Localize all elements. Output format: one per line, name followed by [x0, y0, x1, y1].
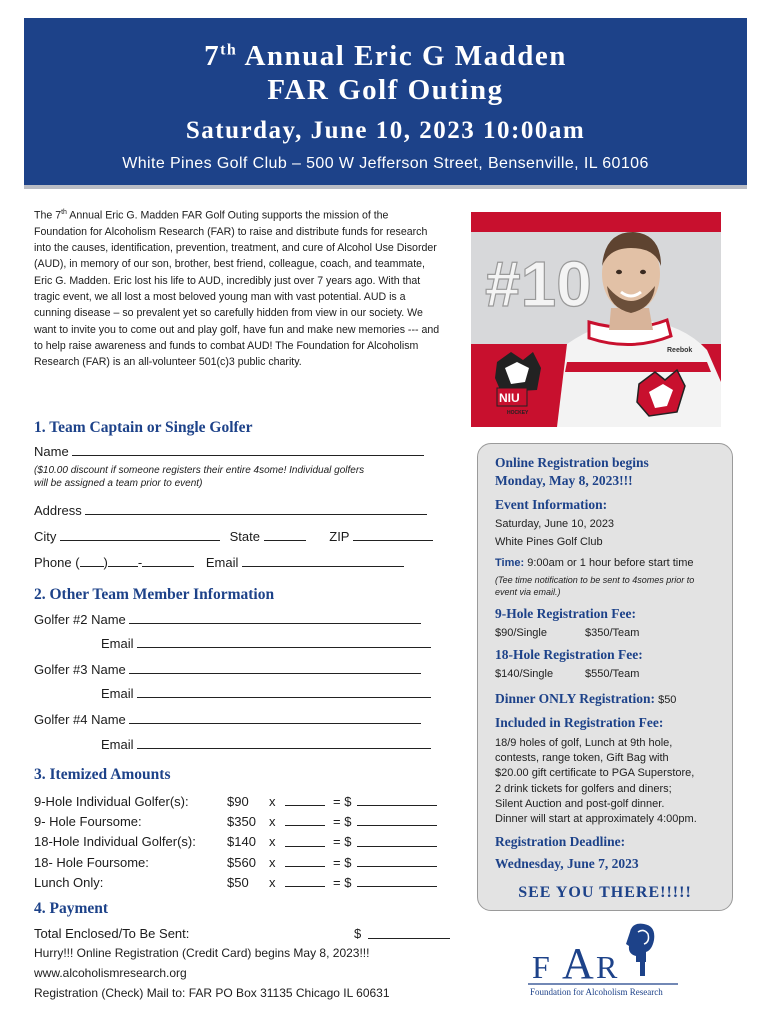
- item-label: 18- Hole Foursome:: [34, 854, 149, 870]
- deadline-date: Wednesday, June 7, 2023: [495, 856, 639, 871]
- city-label: City: [34, 529, 57, 544]
- event-title-line2: FAR Golf Outing: [267, 74, 504, 106]
- far-logo-letter-a: A: [562, 939, 594, 988]
- item-price: $560: [227, 854, 256, 870]
- time-value: 9:00am or 1 hour before start time: [524, 557, 694, 569]
- item-row: [34, 791, 437, 811]
- item-total-field[interactable]: [357, 854, 437, 867]
- item-equals: = $: [333, 874, 352, 890]
- online-registration-notice: [495, 454, 649, 490]
- city-state-zip-row: [34, 528, 433, 544]
- item-label: 18-Hole Individual Golfer(s):: [34, 834, 196, 850]
- item-row: [34, 852, 437, 872]
- golfer4-email-label: Email: [101, 737, 134, 752]
- player-photo: [471, 212, 721, 427]
- total-enclosed-field[interactable]: [368, 926, 450, 939]
- captain-email-label: Email: [205, 555, 239, 570]
- included-line: contests, range token, Gift Bag with: [495, 752, 669, 765]
- jersey-number-text: #10: [485, 248, 592, 320]
- total-enclosed-row: [34, 926, 450, 941]
- see-you-there: SEE YOU THERE!!!!!: [518, 884, 692, 901]
- section4-heading: 4. Payment: [34, 900, 109, 917]
- item-qty-field[interactable]: [285, 874, 325, 887]
- phone-area-field[interactable]: [80, 554, 104, 567]
- dinner-price: $50: [655, 694, 677, 706]
- golfer3-email-label: Email: [101, 686, 134, 701]
- golfer4-name-row: [34, 711, 421, 727]
- item-equals: = $: [333, 834, 352, 850]
- far-logo-letter-f: F: [532, 949, 550, 985]
- phone-dash: -: [137, 555, 143, 570]
- website-link[interactable]: www.alcoholismresearch.org: [34, 966, 187, 980]
- item-total-field[interactable]: [357, 793, 437, 806]
- captain-name-label: Name: [34, 444, 69, 459]
- item-row: [34, 832, 437, 852]
- event-date: Saturday, June 10, 2023: [495, 518, 615, 530]
- item-row: [34, 872, 437, 892]
- event-info-box: [477, 443, 733, 911]
- tee-note-line2: event via email.): [495, 587, 561, 597]
- itemized-amounts-table: [34, 791, 437, 892]
- tee-time-note: [495, 574, 694, 598]
- golfer2-email-row: [101, 635, 431, 651]
- niu-logo-text: NIU: [499, 391, 520, 405]
- item-equals: = $: [333, 813, 352, 829]
- far-logo: [526, 922, 682, 1000]
- phone-email-row: [34, 554, 404, 570]
- included-list: [495, 736, 697, 827]
- discount-note-line1: ($10.00 discount if someone registers their entire 4some! Individual golfers: [34, 465, 365, 476]
- far-logo-tagline: Foundation for Alcoholism Research: [530, 987, 663, 997]
- golfer2-name-row: [34, 611, 421, 627]
- niu-logo-subtext: HOCKEY: [507, 410, 529, 416]
- captain-email-field[interactable]: [242, 554, 404, 567]
- section3-heading: 3. Itemized Amounts: [34, 766, 171, 783]
- fee18-single: $140/Single: [495, 668, 554, 680]
- item-equals: = $: [333, 854, 352, 870]
- golfer4-name-label: Golfer #4 Name: [34, 712, 126, 727]
- fee9-heading: 9-Hole Registration Fee:: [495, 606, 636, 621]
- included-line: Dinner will start at approximately 4:00pm.: [495, 813, 697, 826]
- item-price: $350: [227, 813, 256, 829]
- item-times: x: [269, 793, 276, 809]
- item-times: x: [269, 854, 276, 870]
- item-qty-field[interactable]: [285, 854, 325, 867]
- golfer4-name-field[interactable]: [129, 711, 421, 724]
- golfer3-email-row: [101, 685, 431, 701]
- mail-address: Registration (Check) Mail to: FAR PO Box 31135 Chicago IL 60631: [34, 986, 390, 1000]
- golfer4-email-row: [101, 736, 431, 752]
- golfer2-name-field[interactable]: [129, 611, 421, 624]
- discount-note: [34, 464, 364, 490]
- state-field[interactable]: [264, 528, 306, 541]
- golfer3-email-field[interactable]: [137, 685, 431, 698]
- total-dollar-sign: $: [354, 926, 362, 941]
- phone-line-field[interactable]: [142, 554, 194, 567]
- hurry-note: Hurry!!! Online Registration (Credit Card) begins May 8, 2023!!!: [34, 946, 370, 960]
- dinner-only: [495, 690, 676, 709]
- included-line: 2 drink tickets for golfers and diners;: [495, 782, 672, 795]
- captain-name-field[interactable]: [72, 443, 424, 456]
- item-label: 9- Hole Foursome:: [34, 813, 142, 829]
- item-qty-field[interactable]: [285, 793, 325, 806]
- online-line1: Online Registration begins: [495, 455, 649, 470]
- tee-note-line1: (Tee time notification to be sent to 4somes prior to: [495, 575, 695, 585]
- event-time: [495, 556, 694, 572]
- item-total-field[interactable]: [357, 874, 437, 887]
- golfer4-email-field[interactable]: [137, 736, 431, 749]
- item-times: x: [269, 813, 276, 829]
- included-line: $20.00 gift certificate to PGA Superstore,: [495, 767, 695, 780]
- section2-heading: 2. Other Team Member Information: [34, 586, 275, 603]
- fee9-team: $350/Team: [585, 627, 640, 639]
- golfer3-name-field[interactable]: [129, 661, 421, 674]
- item-price: $50: [227, 874, 249, 890]
- item-label: 9-Hole Individual Golfer(s):: [34, 793, 189, 809]
- item-times: x: [269, 874, 276, 890]
- far-logo-letter-r: R: [596, 949, 618, 985]
- item-row: [34, 811, 437, 831]
- section1-heading: 1. Team Captain or Single Golfer: [34, 419, 253, 436]
- address-field[interactable]: [85, 502, 427, 515]
- zip-field[interactable]: [353, 528, 433, 541]
- fee9-single: $90/Single: [495, 627, 547, 639]
- golfer2-name-label: Golfer #2 Name: [34, 612, 126, 627]
- item-price: $140: [227, 834, 256, 850]
- city-field[interactable]: [60, 528, 220, 541]
- item-price: $90: [227, 793, 249, 809]
- fee18-heading: 18-Hole Registration Fee:: [495, 647, 643, 662]
- fee18-team: $550/Team: [585, 668, 640, 680]
- state-label: State: [229, 529, 260, 544]
- golfer3-name-label: Golfer #3 Name: [34, 662, 126, 677]
- total-enclosed-label: Total Enclosed/To Be Sent:: [34, 926, 190, 941]
- address-row: [34, 502, 427, 518]
- jersey-brand-text: Reebok: [667, 347, 693, 354]
- included-line: Silent Auction and post-golf dinner.: [495, 797, 665, 810]
- item-qty-field[interactable]: [285, 834, 325, 847]
- head-silhouette-icon: [626, 924, 654, 976]
- deadline-heading: Registration Deadline:: [495, 834, 626, 849]
- time-label: Time:: [495, 557, 525, 569]
- event-title-line1: 7th Annual Eric G Madden: [204, 40, 567, 72]
- item-qty-field[interactable]: [285, 813, 325, 826]
- online-line2: Monday, May 8, 2023!!!: [495, 473, 633, 488]
- event-venue-line: White Pines Golf Club – 500 W Jefferson Street, Bensenville, IL 60106: [122, 155, 649, 172]
- phone-label: Phone (: [34, 555, 80, 570]
- golfer3-name-row: [34, 661, 421, 677]
- intro-paragraph: The 7th Annual Eric G. Madden FAR Golf Outing supports the mission of the Foundation for Alcoholism Research (FAR) to raise and distribute funds for research into the causes, identification, prevention, treatment, and cure of Alcohol Use Disorder (AUD), in memory of our son, brother, best friend, colleague, coach, and teammate, Eric G. Madden. Eric lost his life to AUD, incredibly just over 7 years ago. With that tragic event, we all lost a most beloved young man with vast potential. AUD is a cunning disease – so prevalent yet so carefully hidden from view in our society. We want to invite you to come out and play golf, have fun and make new memories --- and to help raise awareness and funds to combat AUD! The Foundation for Alcoholism Research (FAR) is an all-volunteer 501(c)3 public charity.: [34, 209, 440, 369]
- header-banner: [24, 18, 747, 189]
- included-line: 18/9 holes of golf, Lunch at 9th hole,: [495, 737, 673, 749]
- phone-prefix-field[interactable]: [108, 554, 138, 567]
- address-label: Address: [34, 503, 82, 518]
- event-info-heading: Event Information:: [495, 497, 608, 512]
- item-total-field[interactable]: [357, 813, 437, 826]
- included-heading: Included in Registration Fee:: [495, 715, 664, 730]
- event-date-line: Saturday, June 10, 2023 10:00am: [185, 117, 586, 144]
- golfer2-email-label: Email: [101, 636, 134, 651]
- golfer2-email-field[interactable]: [137, 635, 431, 648]
- event-venue: White Pines Golf Club: [495, 536, 603, 548]
- dinner-heading: Dinner ONLY Registration:: [495, 691, 656, 706]
- phone-paren: ): [103, 555, 108, 570]
- zip-label: ZIP: [329, 529, 350, 544]
- item-label: Lunch Only:: [34, 874, 104, 890]
- captain-name-row: [34, 443, 424, 459]
- item-equals: = $: [333, 793, 352, 809]
- item-times: x: [269, 834, 276, 850]
- item-total-field[interactable]: [357, 834, 437, 847]
- discount-note-line2: will be assigned a team prior to event): [34, 478, 203, 489]
